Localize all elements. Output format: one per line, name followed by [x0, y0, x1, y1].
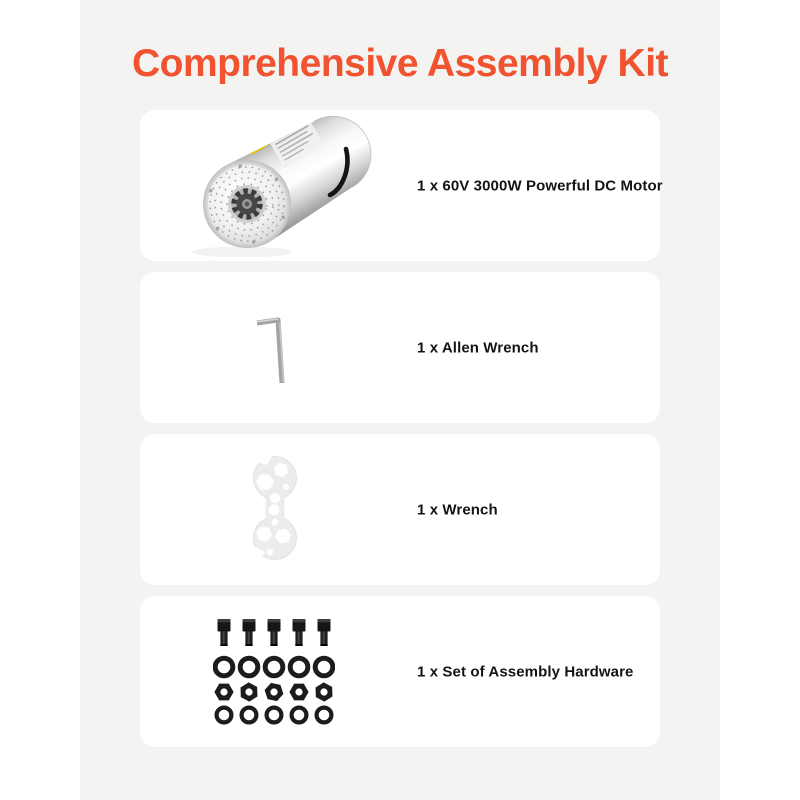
kit-item-label: 1 x Allen Wrench: [417, 339, 539, 356]
page-title: Comprehensive Assembly Kit: [131, 42, 669, 85]
wrench-icon: [250, 453, 300, 563]
kit-item-card-allen-wrench: [140, 272, 660, 423]
kit-item-label: 1 x Wrench: [417, 501, 498, 518]
kit-item-label: 1 x 60V 3000W Powerful DC Motor: [417, 177, 663, 194]
kit-item-card-motor: [140, 110, 663, 261]
hardware-set-icon: [213, 618, 335, 730]
content-panel: [80, 0, 720, 800]
kit-item-card-wrench: [140, 434, 660, 585]
allen-wrench-icon: [253, 316, 287, 388]
dc-motor-photo: [190, 113, 386, 257]
kit-item-card-hardware: [140, 596, 660, 747]
kit-item-label: 1 x Set of Assembly Hardware: [417, 663, 634, 680]
